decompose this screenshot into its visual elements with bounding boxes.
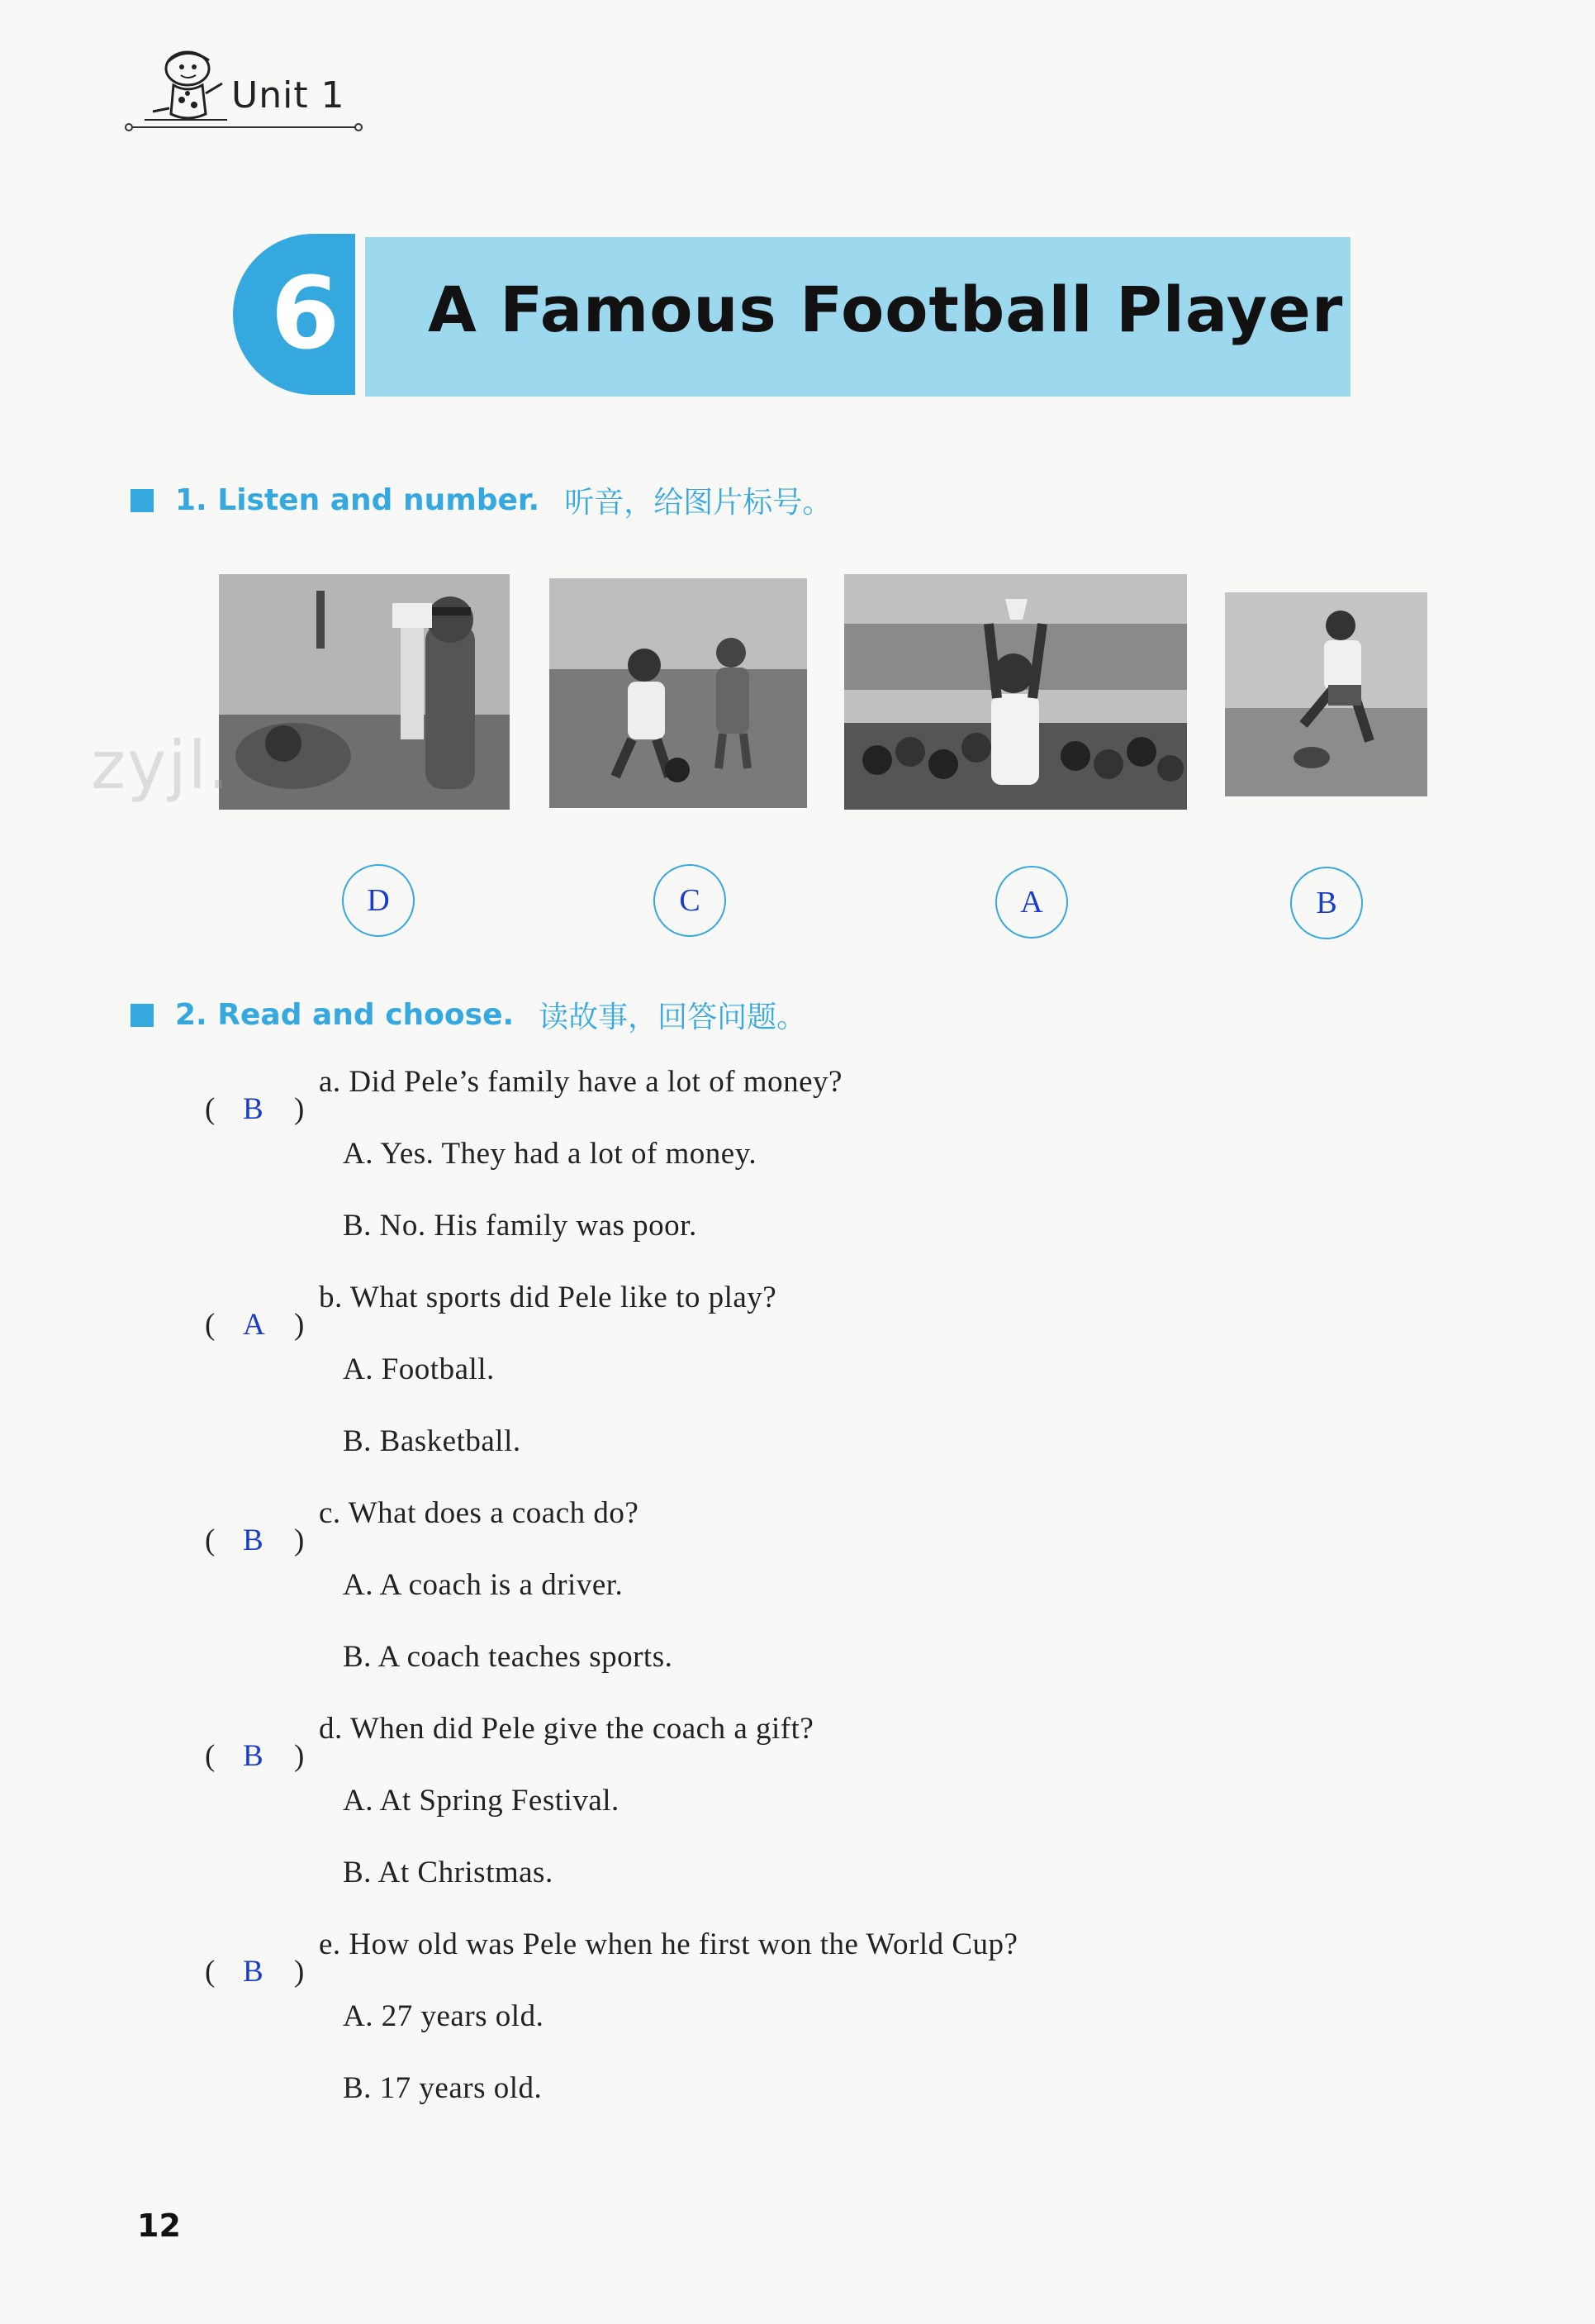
option-d-2: B. At Christmas. [343,1856,553,1889]
option-b-2: B. Basketball. [343,1424,521,1458]
section-1-title-cn: 听音，给图片标号。 [564,486,833,520]
section-2-title-cn: 读故事，回答问题。 [539,1000,807,1034]
watermark: zyjl. [91,727,231,804]
answer-circle-2: C [653,864,726,937]
option-d-1: A. At Spring Festival. [343,1784,619,1818]
answer-d: B [243,1739,264,1773]
answer-circle-4: B [1290,867,1363,939]
unit-header [124,40,363,135]
mascot-icon [136,44,235,126]
option-e-1: A. 27 years old. [343,1999,544,2033]
world-cup-celebration-picture [844,574,1187,810]
question-c-text: c. What does a coach do? [319,1496,639,1530]
question-b: ( A ) b. What sports did Pele like to play? [205,1281,777,1342]
page-number: 12 [137,2208,181,2244]
option-a-2: B. No. His family was poor. [343,1209,697,1243]
option-e-2: B. 17 years old. [343,2071,543,2105]
unit-label: Unit 1 [231,74,345,116]
boy-kicking-ball-picture [549,578,807,808]
section-2-heading [131,994,806,1036]
picture-2 [549,578,807,808]
question-e-text: e. How old was Pele when he first won the World Cup? [319,1927,1018,1961]
header-underline [124,122,363,132]
boy-kicking-sock-ball-picture [1225,592,1427,796]
section-1-heading [131,479,832,521]
question-c: ( B ) c. What does a coach do? [205,1496,639,1557]
section-2-title-en: 2. Read and choose. [175,998,515,1032]
picture-3 [844,574,1187,810]
answer-circle-3: A [995,866,1068,939]
boy-crying-coach-picture [219,574,510,810]
picture-4 [1225,592,1427,796]
question-d-text: d. When did Pele give the coach a gift? [319,1712,814,1746]
option-a-1: A. Yes. They had a lot of money. [343,1137,757,1171]
square-bullet-icon [131,1004,154,1027]
answer-circle-1: D [342,864,415,937]
answer-a: B [243,1092,264,1126]
option-c-2: B. A coach teaches sports. [343,1640,673,1674]
section-1-title-en: 1. Listen and number. [175,483,540,517]
question-b-text: b. What sports did Pele like to play? [319,1281,777,1314]
option-c-1: A. A coach is a driver. [343,1568,624,1602]
question-e: ( B ) e. How old was Pele when he first won the World Cup? [205,1927,1018,1989]
answer-b: A [243,1308,266,1342]
lesson-title: A Famous Football Player [428,273,1344,346]
answer-c: B [243,1523,264,1557]
question-a-text: a. Did Pele’s family have a lot of money? [319,1065,843,1099]
option-b-1: A. Football. [343,1352,495,1386]
answer-e: B [243,1955,264,1989]
picture-1 [219,574,510,810]
square-bullet-icon [131,489,154,512]
lesson-number: 6 [270,257,340,372]
question-a: ( B ) a. Did Pele’s family have a lot of money? [205,1065,843,1126]
question-d: ( B ) d. When did Pele give the coach a gift? [205,1712,814,1773]
